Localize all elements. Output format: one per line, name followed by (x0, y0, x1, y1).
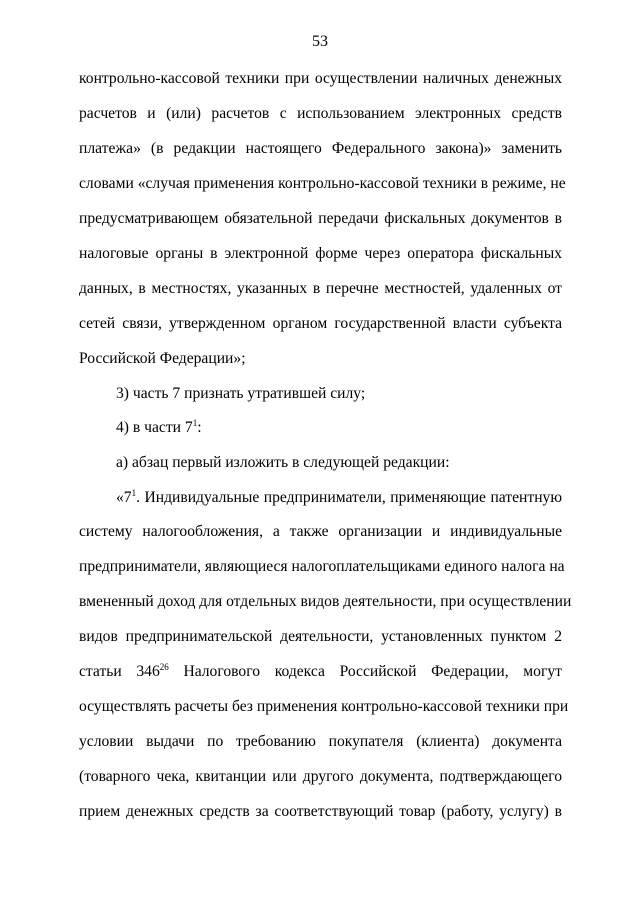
body-line: предусматривающем обязательной передачи фискальных документов в (79, 210, 562, 227)
body-line: данных, в местностях, указанных в перечне местностей, удаленных от (79, 280, 562, 297)
body-line: словами «случая применения контрольно-кассовой техники в режиме, не (79, 175, 566, 192)
body-line: осуществлять расчеты без применения контрольно-кассовой техники при (79, 698, 569, 715)
body-line: Российской Федерации»; (79, 350, 246, 367)
body-line: видов предпринимательской деятельности, установленных пунктом 2 (79, 628, 562, 645)
body-line: контрольно-кассовой техники при осуществлении наличных денежных (79, 70, 562, 87)
list-item: 3) часть 7 признать утратившей силу; (116, 385, 366, 402)
body-line: (товарного чека, квитанции или другого документа, подтверждающего (79, 768, 562, 785)
body-line: предприниматели, являющиеся налогоплательщиками единого налога на (79, 558, 565, 575)
list-item: а) абзац первый изложить в следующей редакции: (116, 454, 450, 471)
body-line: сетей связи, утвержденном органом государственной власти субъекта (79, 315, 562, 332)
body-line: расчетов и (или) расчетов с использованием электронных средств (79, 105, 562, 122)
body-line: систему налогообложения, а также организации и индивидуальные (79, 523, 562, 540)
superscript: 1 (192, 418, 198, 428)
body-line: статьи $346^{26}$ Налогового кодекса Российской Федерации, могут (79, 662, 562, 680)
body-line: «$7^1$. Индивидуальные предприниматели, применяющие патентную (116, 488, 562, 506)
body-line: вмененный доход для отдельных видов деятельности, при осуществлении (79, 593, 572, 610)
page-number: 53 (312, 33, 328, 50)
body-line: платежа» (в редакции настоящего Федерального закона)» заменить (79, 140, 562, 157)
superscript: 1 (131, 488, 137, 498)
list-item: 4) в части $7^1$: (116, 418, 202, 436)
body-line: налоговые органы в электронной форме через оператора фискальных (79, 245, 562, 262)
body-line: прием денежных средств за соответствующий товар (работу, услугу) в (79, 803, 562, 820)
body-line: условии выдачи по требованию покупателя (клиента) документа (79, 733, 562, 750)
superscript: 26 (159, 662, 169, 672)
